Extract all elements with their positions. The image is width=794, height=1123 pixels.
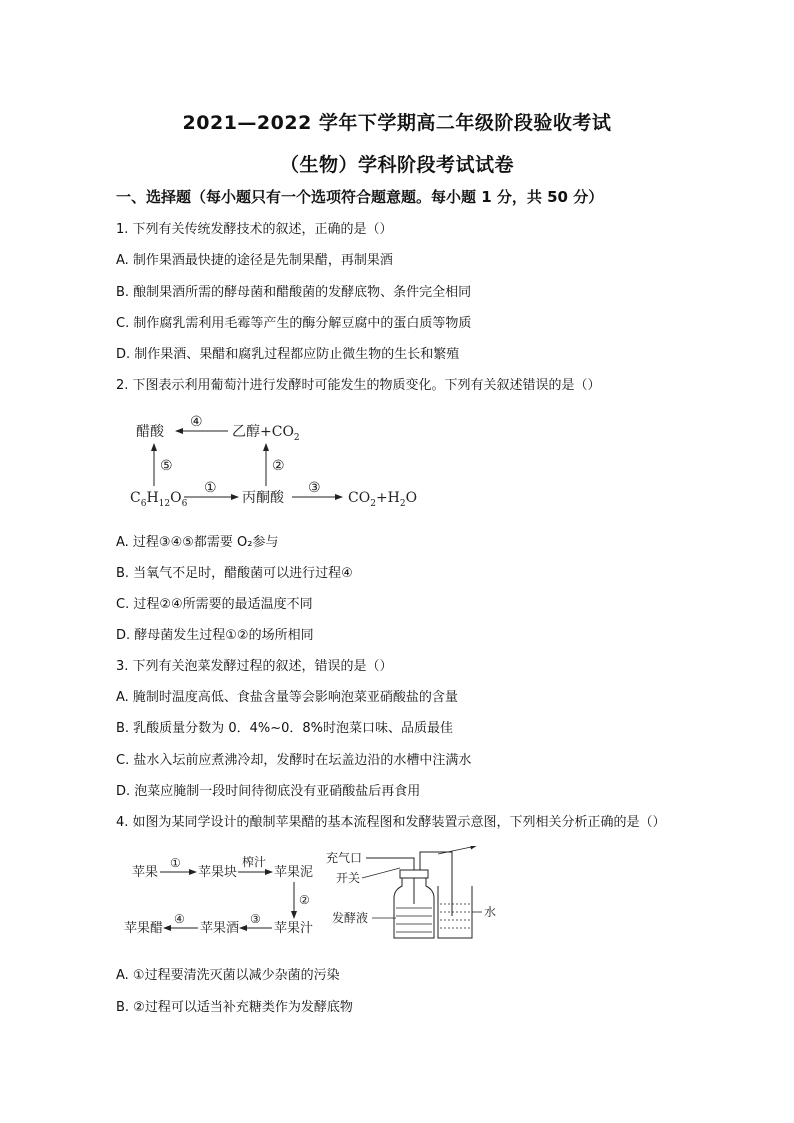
- question-3-option-b: B. 乳酸质量分数为 0．4%~0．8%时泡菜口味、品质最佳: [116, 721, 453, 736]
- products-sub2b: 2: [399, 499, 406, 509]
- apple-label: 苹果: [132, 865, 159, 880]
- section-heading: 一、选择题（每小题只有一个选项符合题意题。每小题 1 分，共 50 分）: [116, 188, 604, 206]
- apple-puree-label: 苹果泥: [274, 865, 314, 880]
- glucose-sub6a: 6: [140, 499, 147, 509]
- question-4-option-b: B. ②过程可以适当补充糖类作为发酵底物: [116, 1000, 353, 1015]
- ethanol-co2-subscript: 2: [293, 433, 300, 443]
- switch-pointer: [362, 868, 400, 878]
- question-3-option-a: A. 腌制时温度高低、食盐含量等会影响泡菜亚硝酸盐的含量: [116, 690, 458, 705]
- question-2-option-a: A. 过程③④⑤都需要 O₂参与: [116, 535, 279, 550]
- acetic-acid-label: 醋酸: [136, 424, 164, 440]
- step5-label: ⑤: [160, 458, 173, 474]
- flow-step2: ②: [299, 893, 310, 907]
- bottle-stopper: [400, 870, 428, 878]
- apple-pieces-label: 苹果块: [198, 865, 238, 880]
- switch-label: 开关: [336, 871, 361, 885]
- juicing-label: 榨汁: [242, 855, 267, 869]
- question-4-option-a: A. ①过程要清洗灭菌以减少杂菌的污染: [116, 968, 340, 983]
- products-plus-h: +H: [375, 490, 400, 506]
- question-4-stem: 4. 如图为某同学设计的酿制苹果醋的基本流程图和发酵装置示意图，下列相关分析正确的是（）: [116, 815, 666, 830]
- question-2-option-c: C. 过程②④所需要的最适温度不同: [116, 597, 313, 612]
- flow-step3: ③: [250, 912, 261, 926]
- apple-vinegar-flowchart: [122, 852, 332, 942]
- products-co: CO: [348, 490, 371, 506]
- question-2-option-b: B. 当氧气不足时，醋酸菌可以进行过程④: [116, 566, 353, 581]
- flow-step1: ①: [170, 856, 181, 870]
- flow-step4: ④: [174, 912, 185, 926]
- question-3-stem: 3. 下列有关泡菜发酵过程的叙述，错误的是（）: [116, 659, 393, 674]
- glucose-h: H: [146, 490, 159, 506]
- question-1-option-b: B. 酿制果酒所需的酵母菌和醋酸菌的发酵底物、条件完全相同: [116, 285, 472, 300]
- products-label: [348, 490, 417, 509]
- question-3-option-d: D. 泡菜应腌制一段时间待彻底没有亚硝酸盐后再食用: [116, 784, 421, 799]
- outlet-arrow: [438, 846, 476, 854]
- apple-juice-label: 苹果汁: [274, 921, 314, 936]
- page-title-line1: 2021—2022 学年下学期高二年级阶段验收考试: [182, 112, 612, 134]
- air-inlet-tube: [366, 858, 414, 904]
- step1-label: ①: [204, 480, 217, 496]
- question-3-option-c: C. 盐水入坛前应煮沸冷却，发酵时在坛盖边沿的水槽中注满水: [116, 753, 472, 768]
- beaker: [438, 886, 472, 938]
- step4-label: ④: [190, 414, 203, 430]
- outlet-tube: [420, 852, 452, 916]
- ethanol-co2-text: 乙醇+CO: [232, 424, 294, 440]
- question-1-option-c: C. 制作腐乳需利用毛霉等产生的酶分解豆腐中的蛋白质等物质: [116, 316, 472, 331]
- question-2-option-d: D. 酵母菌发生过程①②的场所相同: [116, 628, 314, 643]
- glucose-sub6b: 6: [181, 499, 188, 509]
- question-1-option-d: D. 制作果酒、果醋和腐乳过程都应防止微生物的生长和繁殖: [116, 347, 460, 362]
- products-sub2a: 2: [370, 499, 376, 509]
- air-inlet-label: 充气口: [326, 851, 363, 865]
- step2-label: ②: [272, 458, 285, 474]
- question-1-option-a: A. 制作果酒最快捷的途径是先制果醋，再制果酒: [116, 253, 393, 268]
- glucose-c: C: [130, 490, 141, 506]
- apple-wine-label: 苹果酒: [200, 921, 240, 936]
- apple-vinegar-label: 苹果醋: [124, 921, 164, 936]
- fermentation-apparatus: [326, 846, 506, 946]
- pyruvate-label: 丙酮酸: [242, 490, 284, 506]
- glucose-sub12: 12: [158, 499, 171, 509]
- products-o: O: [405, 490, 418, 506]
- fermentation-pathway-diagram: [120, 408, 440, 518]
- glucose-label: [130, 490, 188, 509]
- page-title-line2: （生物）学科阶段考试试卷: [279, 154, 514, 176]
- ethanol-co2-label: [232, 424, 300, 443]
- question-2-stem: 2. 下图表示利用葡萄汁进行发酵时可能发生的物质变化。下列有关叙述错误的是（）: [116, 378, 601, 393]
- water-label: 水: [484, 905, 497, 919]
- fermentation-liquid-label: 发酵液: [332, 911, 369, 925]
- step3-label: ③: [308, 480, 321, 496]
- question-1-stem: 1. 下列有关传统发酵技术的叙述，正确的是（）: [116, 222, 393, 237]
- glucose-o: O: [170, 490, 182, 506]
